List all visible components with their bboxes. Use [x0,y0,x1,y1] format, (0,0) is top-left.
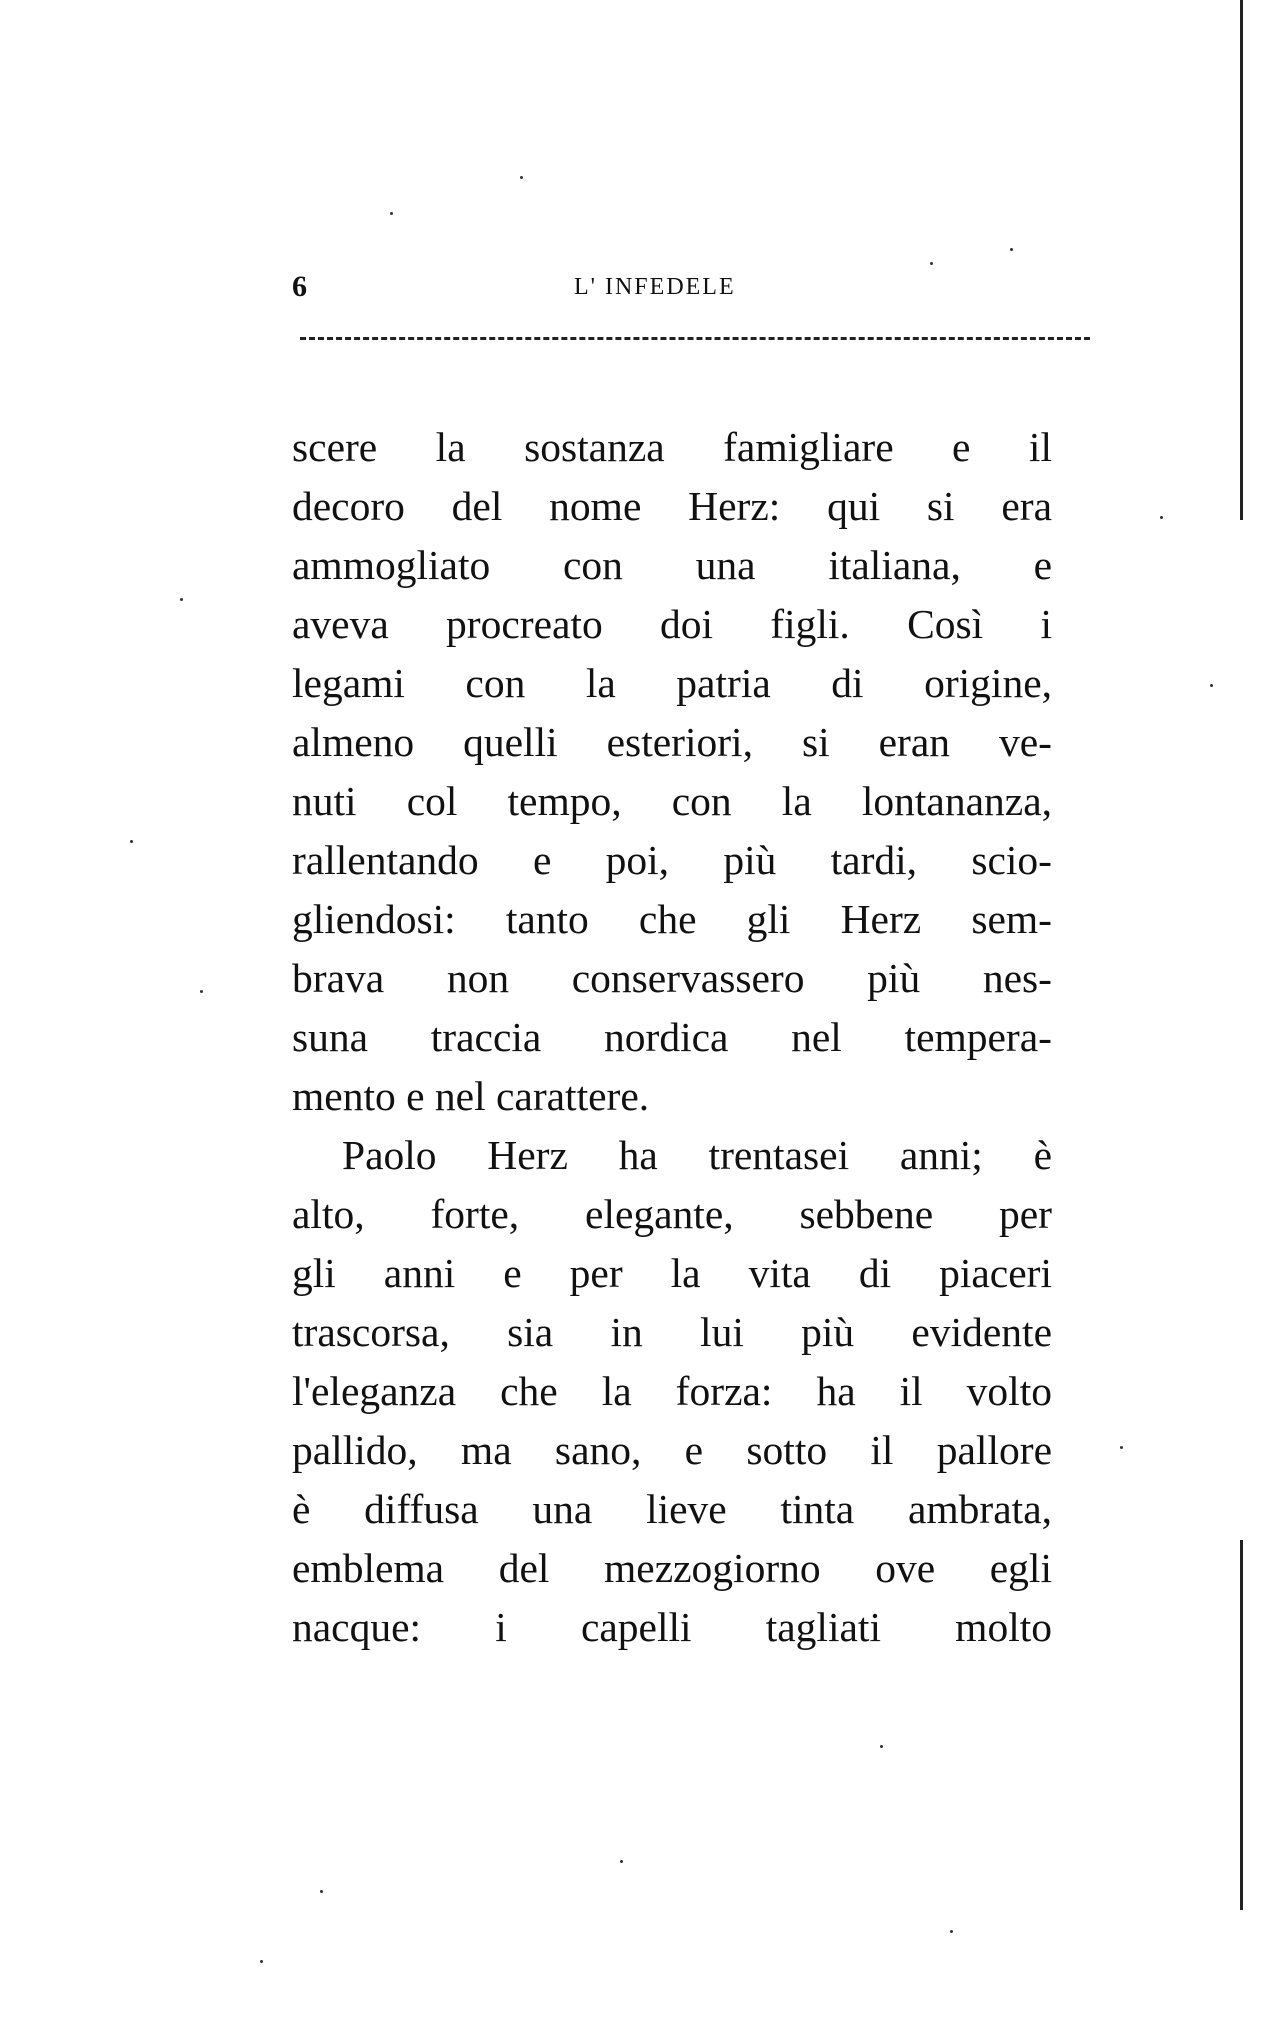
scan-speck [130,840,133,843]
text-line: scere la sostanza famigliare e il [292,424,1052,470]
text-line: mento e nel carattere. [292,1073,650,1119]
text-line: aveva procreato doi figli. Così i [292,601,1052,647]
text-line: decoro del nome Herz: qui si era [292,483,1052,529]
scan-edge-line-lower [1240,1540,1243,1910]
scan-speck [260,1960,263,1963]
text-line: almeno quelli esteriori, si eran ve- [292,719,1052,765]
text-line: suna traccia nordica nel tempera- [292,1014,1052,1060]
text-line: gli anni e per la vita di piaceri [292,1250,1052,1296]
text-line: ammogliato con una italiana, e [292,542,1052,588]
page-header [292,270,1092,310]
text-line: alto, forte, elegante, sebbene per [292,1191,1052,1237]
scan-edge-line [1240,0,1243,520]
text-line: nuti col tempo, con la lontananza, [292,778,1052,824]
scan-speck [950,1930,953,1933]
text-line: rallentando e poi, più tardi, scio- [292,837,1052,883]
scan-speck [200,990,203,993]
text-line: brava non conservassero più nes- [292,955,1052,1001]
text-line: emblema del mezzogiorno ove egli [292,1545,1052,1591]
scan-speck [390,212,393,215]
body-text [292,418,1052,1657]
scan-speck [1210,684,1213,687]
scan-speck [930,262,933,265]
scan-speck [1120,1446,1123,1449]
scan-speck [620,1860,623,1863]
scan-speck [1160,516,1163,519]
text-line: legami con la patria di origine, [292,660,1052,706]
text-line: l'eleganza che la forza: ha il volto [292,1368,1052,1414]
scan-speck [320,1890,323,1893]
scan-speck [1010,248,1013,251]
running-title: L' INFEDELE [574,274,736,300]
page-number: 6 [292,270,307,303]
text-line: nacque: i capelli tagliati molto [292,1604,1052,1650]
scan-speck [180,598,183,601]
text-line: Paolo Herz ha trentasei anni; è [342,1132,1052,1178]
scan-speck [520,176,523,179]
text-line: è diffusa una lieve tinta ambrata, [292,1486,1052,1532]
scan-speck [880,1745,883,1748]
text-line: pallido, ma sano, e sotto il pallore [292,1427,1052,1473]
text-line: gliendosi: tanto che gli Herz sem- [292,896,1052,942]
header-rule [300,337,1090,340]
text-line: trascorsa, sia in lui più evidente [292,1309,1052,1355]
